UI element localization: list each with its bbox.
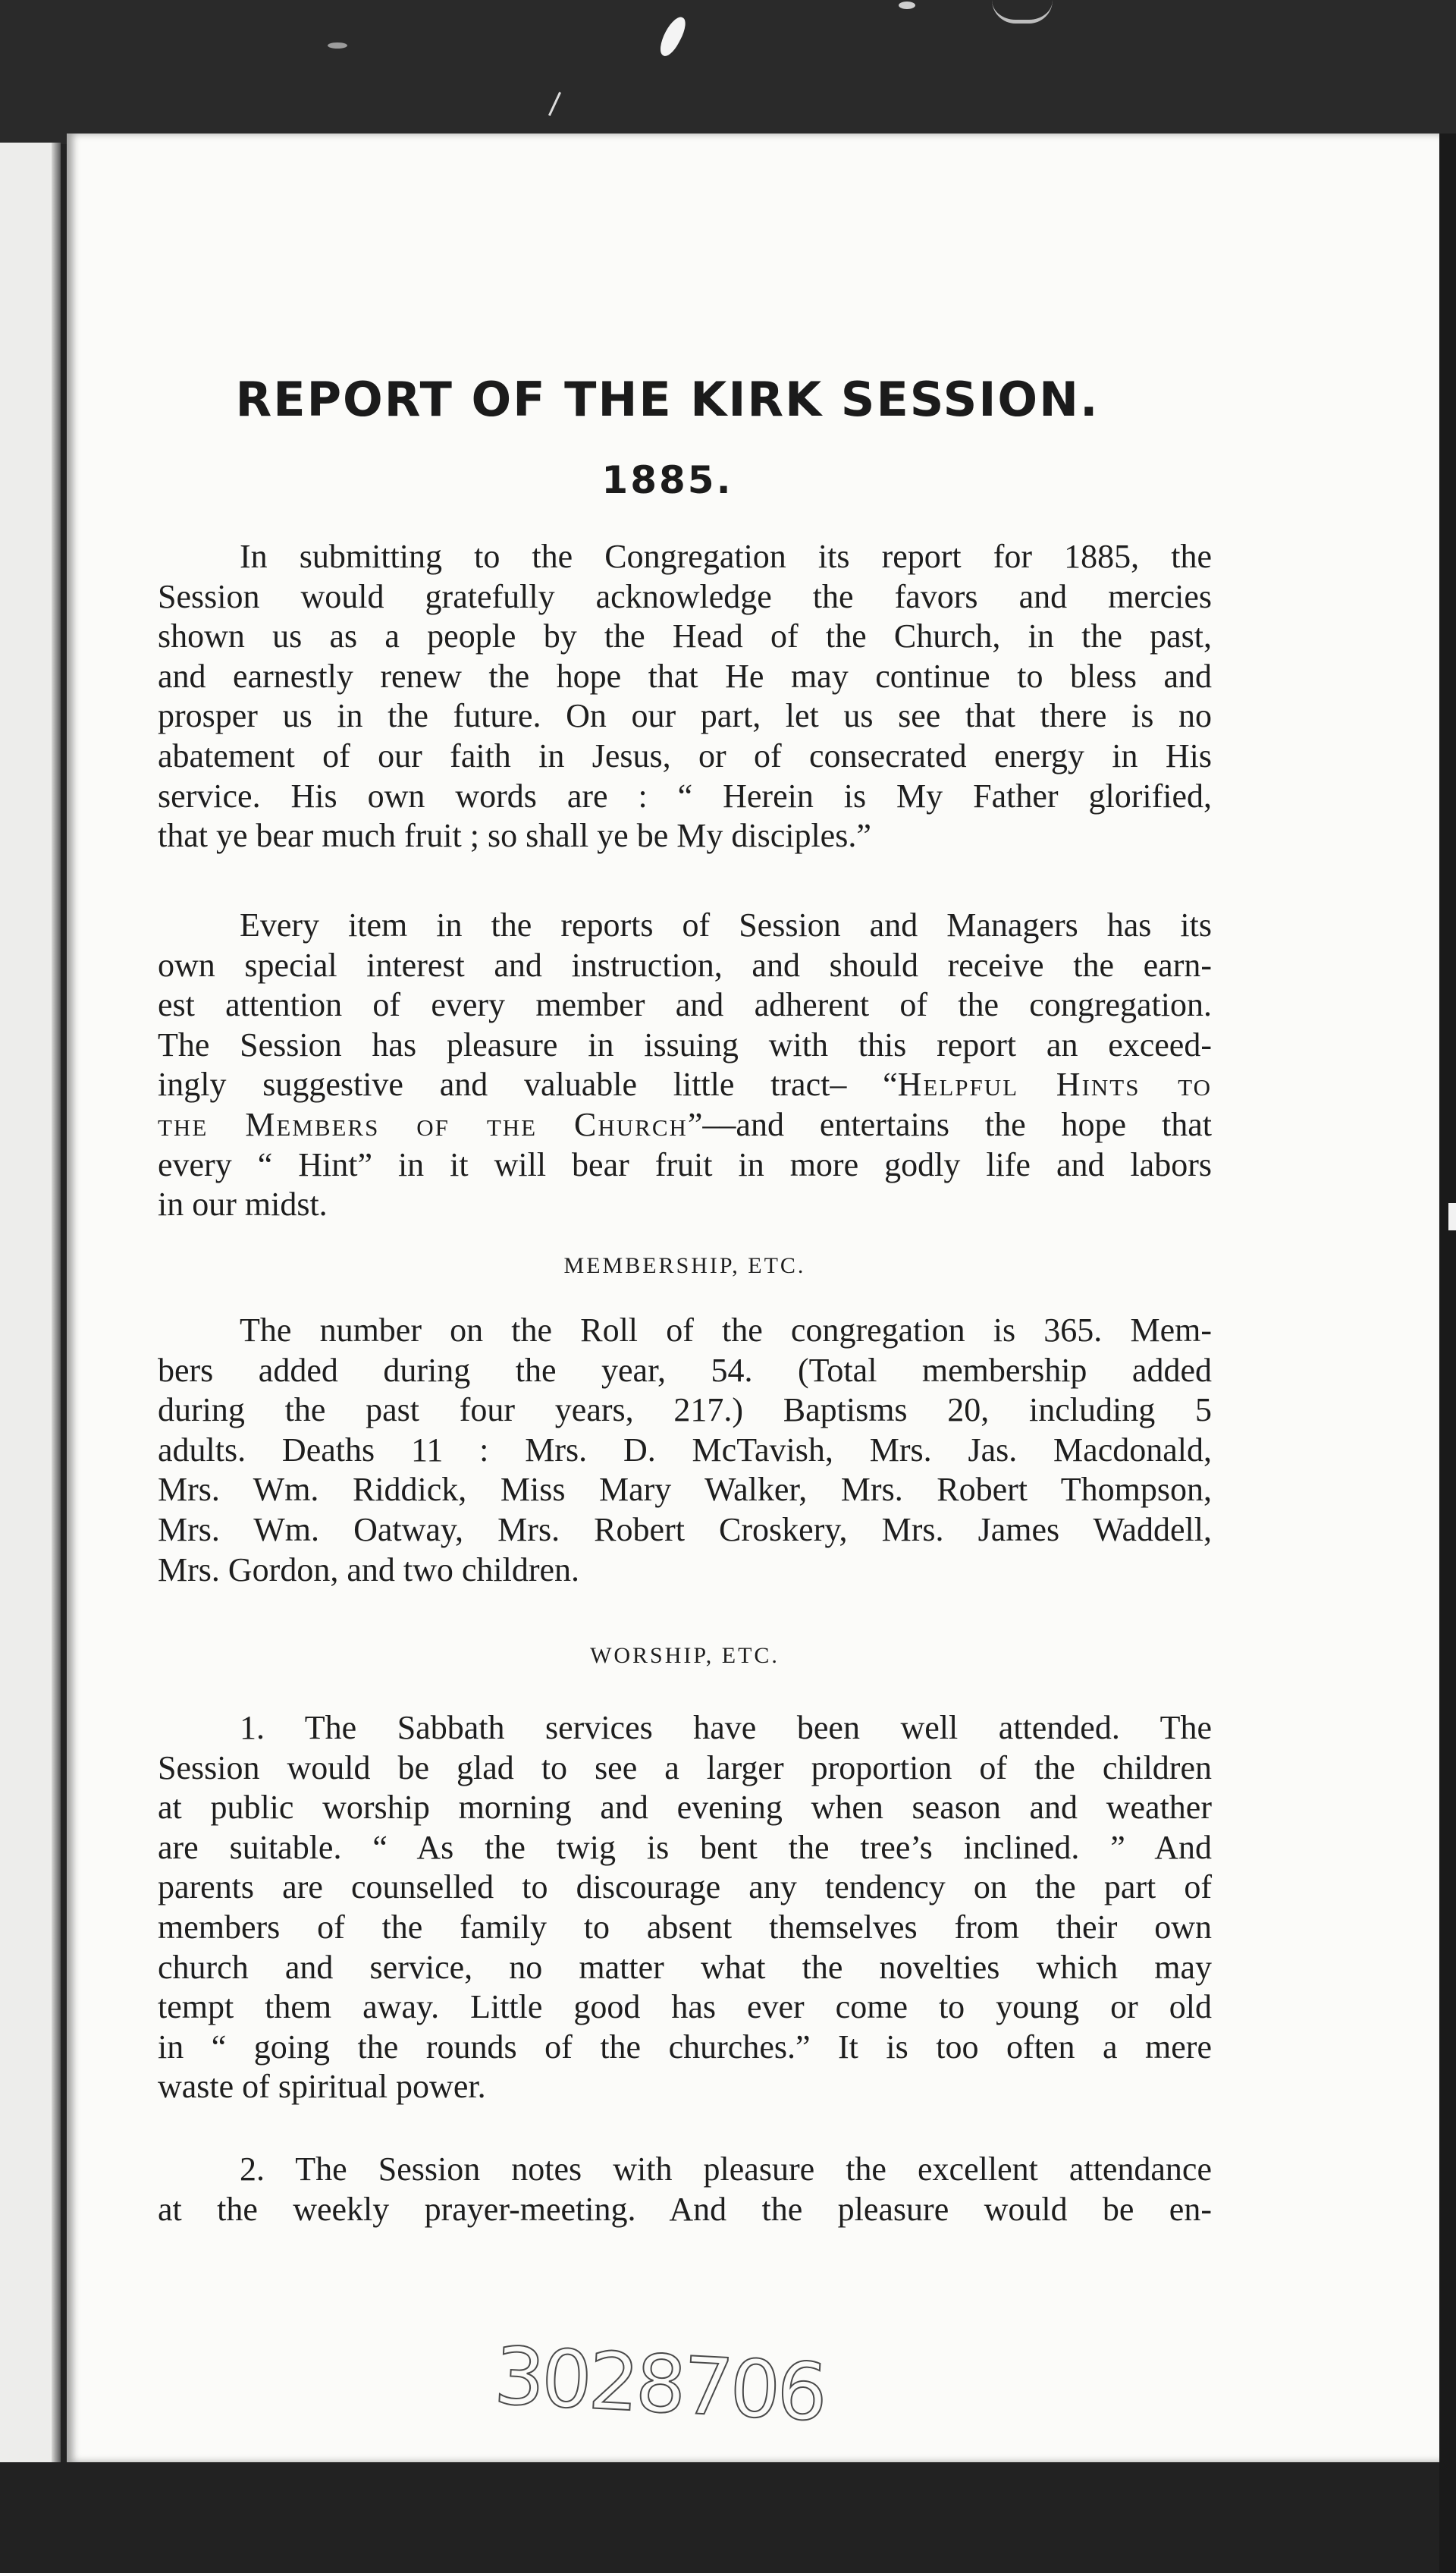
text-line: adults. Deaths 11 : Mrs. D. McTavish, Mrs. Jas. Macdonald, <box>158 1431 1212 1469</box>
report-year: 1885. <box>601 458 733 502</box>
text-line: In submitting to the Congregation its report for 1885, the <box>240 538 1212 575</box>
text-line: own special interest and instruction, and should receive the earn- <box>158 946 1212 984</box>
text-line: church and service, no matter what the novelties which may <box>158 1948 1212 1986</box>
text-segment: ingly suggestive and valuable little tract– “ <box>158 1066 898 1104</box>
text-line <box>158 1105 1212 1145</box>
text-line: members of the family to absent themselves from their own <box>158 1908 1212 1946</box>
text-line: at the weekly prayer-meeting. And the pleasure would be en- <box>158 2190 1212 2228</box>
text-line: abatement of our faith in Jesus, or of consecrated energy in His <box>158 737 1212 774</box>
scan-right-border <box>1439 134 1456 2573</box>
text-line: that ye bear much fruit ; so shall ye be My disciples.” <box>158 817 871 855</box>
text-line: parents are counselled to discourage any tendency on the part of <box>158 1868 1212 1906</box>
text-line: Mrs. Gordon, and two children. <box>158 1550 580 1588</box>
text-line: during the past four years, 217.) Baptisms 20, including 5 <box>158 1391 1212 1429</box>
text-line: are suitable. “ As the twig is bent the tree’s inclined. ” And <box>158 1828 1212 1866</box>
text-line: in our midst. <box>158 1186 328 1224</box>
text-line: every “ Hint” in it will bear fruit in more godly life and labors <box>158 1145 1212 1183</box>
section-heading-worship: WORSHIP, ETC. <box>590 1643 780 1668</box>
text-line: waste of spiritual power. <box>158 2068 486 2106</box>
facing-page-edge <box>0 143 61 2464</box>
text-line: Session would be glad to see a larger proportion of the children <box>158 1748 1212 1786</box>
scan-mark <box>1448 1203 1456 1230</box>
text-line: prosper us in the future. On our part, let us see that there is no <box>158 697 1212 735</box>
text-line: Session would gratefully acknowledge the favors and mercies <box>158 577 1212 615</box>
handwritten-catalog-number: 3028706 <box>492 2329 827 2439</box>
page-title: REPORT OF THE KIRK SESSION. <box>235 372 1100 427</box>
tract-title: Helpful Hints to <box>897 1066 1212 1104</box>
items-paragraph <box>158 906 1212 1225</box>
page-gutter <box>52 143 61 2464</box>
text-line: 1. The Sabbath services have been well attended. The <box>240 1709 1212 1746</box>
text-line: tempt them away. Little good has ever come to young or old <box>158 1988 1212 2026</box>
text-line: est attention of every member and adherent of the congregation. <box>158 986 1212 1024</box>
text-line: service. His own words are : “ Herein is My Father glorified, <box>158 777 1212 815</box>
text-segment: ”––and entertains the hope that <box>687 1105 1212 1143</box>
text-line: The Session has pleasure in issuing with this report an exceed- <box>158 1026 1212 1063</box>
text-line: and earnestly renew the hope that He may continue to bless and <box>158 657 1212 695</box>
text-line <box>158 1065 1212 1105</box>
worship-point-1 <box>158 1708 1212 2107</box>
intro-paragraph <box>158 537 1212 856</box>
scan-top-border <box>0 0 1456 144</box>
text-line: bers added during the year, 54. (Total membership added <box>158 1351 1212 1389</box>
membership-paragraph <box>158 1311 1212 1590</box>
tract-title: the Members of the Church <box>158 1105 688 1143</box>
text-line: in “ going the rounds of the churches.” It is too often a mere <box>158 2028 1212 2066</box>
scan-bottom-border <box>0 2462 1439 2573</box>
scan-speck <box>899 2 915 9</box>
section-heading-membership: MEMBERSHIP, ETC. <box>563 1253 806 1278</box>
worship-point-2 <box>158 2150 1212 2229</box>
text-line: Mrs. Wm. Oatway, Mrs. Robert Croskery, Mrs. James Waddell, <box>158 1510 1212 1548</box>
scan-speck <box>328 42 347 49</box>
text-line: Every item in the reports of Session and Managers has its <box>240 906 1212 944</box>
text-line: 2. The Session notes with pleasure the excellent attendance <box>240 2150 1212 2188</box>
text-line: shown us as a people by the Head of the Church, in the past, <box>158 617 1212 655</box>
text-line: The number on the Roll of the congregation is 365. Mem- <box>240 1312 1212 1349</box>
text-line: Mrs. Wm. Riddick, Miss Mary Walker, Mrs. Robert Thompson, <box>158 1471 1212 1509</box>
text-line: at public worship morning and evening when season and weather <box>158 1789 1212 1827</box>
